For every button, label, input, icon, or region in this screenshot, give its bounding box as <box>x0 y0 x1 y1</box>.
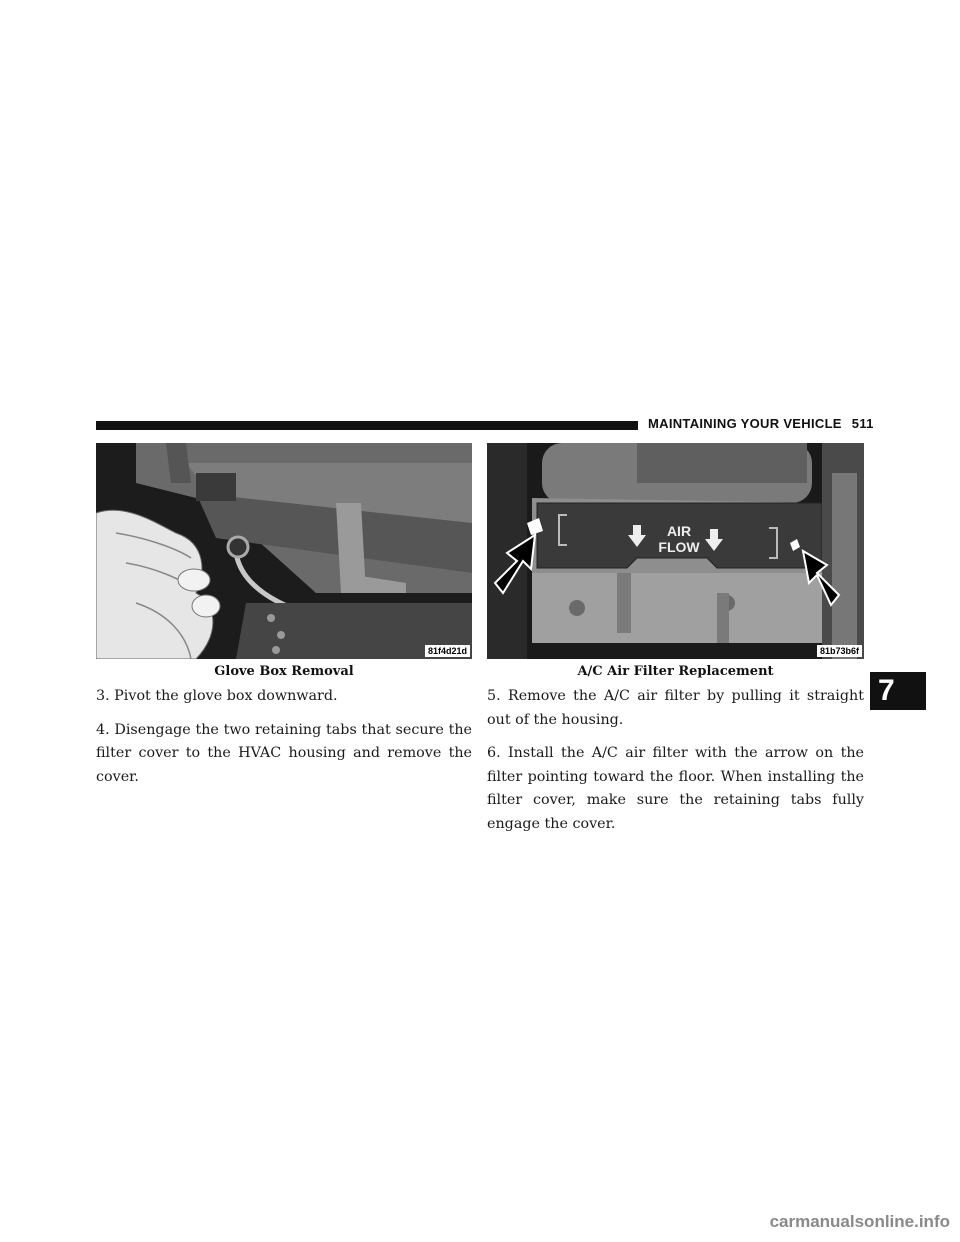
left-column-text <box>96 685 472 799</box>
instruction-step: 6. Install the A/C air filter with the arrow on the filter pointing toward the floor. When installing the filter cover, make sure the retaining tabs fully engage the cover. <box>487 745 864 832</box>
figure-id-label: 81f4d21d <box>425 645 470 657</box>
section-title: MAINTAINING YOUR VEHICLE <box>648 416 842 431</box>
air-flow-label-line2: FLOW <box>658 539 700 555</box>
chapter-tab: 7 <box>870 672 926 710</box>
figure-caption: A/C Air Filter Replacement <box>577 664 774 679</box>
glove-box-illustration <box>96 443 472 659</box>
header-rule <box>96 421 638 430</box>
right-column-text <box>487 685 864 846</box>
instruction-step: 3. Pivot the glove box downward. <box>96 688 338 704</box>
instruction-step: 5. Remove the A/C air filter by pulling it straight out of the housing. <box>487 688 864 728</box>
glove-box-removal-figure <box>96 443 472 659</box>
ac-filter-replacement-figure <box>487 443 864 659</box>
figure-id-label: 81b73b6f <box>817 645 862 657</box>
figure-caption: Glove Box Removal <box>214 664 354 679</box>
air-flow-label-line1: AIR <box>666 523 692 539</box>
instruction-step: 4. Disengage the two retaining tabs that secure the filter cover to the HVAC housing and remove the cover. <box>96 721 472 785</box>
page-number: 511 <box>851 416 874 431</box>
watermark: carmanualsonline.info <box>769 1212 950 1231</box>
running-header <box>648 416 874 436</box>
ac-filter-illustration <box>487 443 864 659</box>
